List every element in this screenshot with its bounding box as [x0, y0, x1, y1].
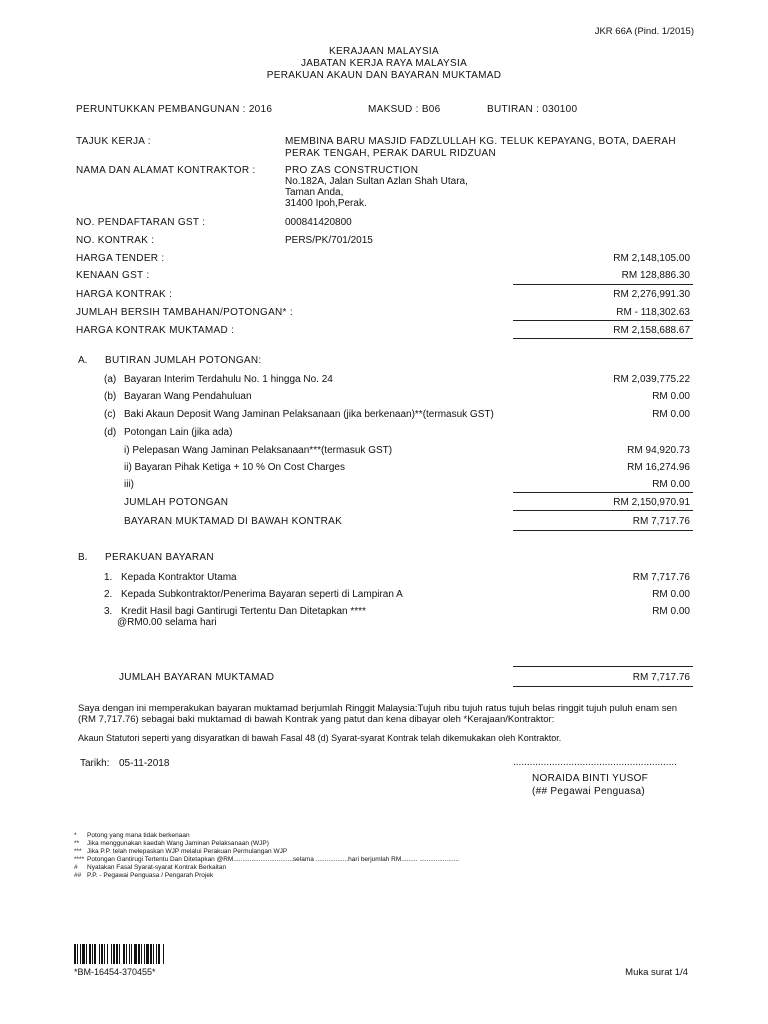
item-b-mark: (b)	[104, 391, 117, 402]
item-b-label: Bayaran Wang Pendahuluan	[124, 391, 252, 402]
b-item-2-mark: 2.	[104, 589, 113, 600]
barcode-bar	[99, 944, 100, 964]
header-line-2: JABATAN KERJA RAYA MALAYSIA	[300, 58, 468, 69]
signer-role: (## Pegawai Penguasa)	[532, 786, 646, 797]
barcode-bar	[116, 944, 118, 964]
footnote-text: P.P. - Pegawai Penguasa / Pengarah Projek	[87, 872, 214, 879]
barcode-bar	[107, 944, 108, 964]
barcode-bar	[94, 944, 96, 964]
kontrak-price-label: HARGA KONTRAK :	[76, 289, 173, 300]
footnote-text: Potong yang mana tidak berkenaan	[87, 832, 190, 839]
barcode-bar	[141, 944, 142, 964]
item-c-label: Baki Akaun Deposit Wang Jaminan Pelaksanaan (jika berkenaan)**(termasuk GST)	[124, 409, 494, 420]
item-a-mark: (a)	[104, 374, 117, 385]
divider	[513, 492, 693, 493]
certification-text: Saya dengan ini memperakukan bayaran muktamad berjumlah Ringgit Malaysia:Tujuh ribu tujuh ratus tujuh belas ringgit tujuh puluh enam sen (RM 7,717.76) sebagai baki muktamad di bawah Kontrak yang patut dan kena dibayar oleh *Kerajaan/Kontraktor:	[78, 703, 678, 725]
maksud: MAKSUD : B06	[368, 104, 441, 115]
bayaran-muktamad-label: BAYARAN MUKTAMAD DI BAWAH KONTRAK	[124, 516, 343, 527]
peruntukkan: PERUNTUKKAN PEMBANGUNAN : 2016	[76, 104, 273, 115]
kontraktor-name: PRO ZAS CONSTRUCTION	[285, 165, 419, 176]
bayaran-muktamad-value: RM 7,717.76	[632, 516, 690, 527]
barcode-bar	[163, 944, 164, 964]
barcode-bar	[138, 944, 140, 964]
item-d-label: Potongan Lain (jika ada)	[124, 427, 233, 438]
item-a-value: RM 2,039,775.22	[613, 374, 690, 385]
divider	[513, 284, 693, 285]
b-item-3-sub: @RM0.00 selama hari	[117, 617, 217, 628]
tender-value: RM 2,148,105.00	[613, 253, 690, 264]
muktamad-value: RM 2,158,688.67	[613, 325, 690, 336]
barcode-bar	[92, 944, 93, 964]
b-item-3-mark: 3.	[104, 606, 113, 617]
item-d1-label: i) Pelepasan Wang Jaminan Pelaksanaan***(termasuk GST)	[124, 445, 393, 456]
muktamad-label: HARGA KONTRAK MUKTAMAD :	[76, 325, 235, 336]
barcode-bar	[101, 944, 103, 964]
header-line-1: KERAJAAN MALAYSIA	[329, 46, 439, 57]
barcode-bar	[80, 944, 81, 964]
divider	[513, 530, 693, 531]
jumlah-potongan-value: RM 2,150,970.91	[613, 497, 690, 508]
butiran: BUTIRAN : 030100	[487, 104, 578, 115]
barcode-bar	[126, 944, 127, 964]
b-item-3-label: Kredit Hasil bagi Gantirugi Tertentu Dan Ditetapkan ****	[121, 606, 366, 617]
barcode-bar	[119, 944, 120, 964]
item-d-mark: (d)	[104, 427, 117, 438]
address-line-1: No.182A, Jalan Sultan Azlan Shah Utara,	[285, 176, 468, 187]
tambahan-value: RM - 118,302.63	[616, 307, 690, 318]
footnote-mark: *	[74, 832, 77, 839]
barcode-bar	[150, 944, 152, 964]
kontraktor-label: NAMA DAN ALAMAT KONTRAKTOR :	[76, 165, 256, 176]
divider	[513, 338, 693, 339]
barcode-bar	[146, 944, 149, 964]
item-c-mark: (c)	[104, 409, 116, 420]
b-item-1-mark: 1.	[104, 572, 113, 583]
address-line-3: 31400 Ipoh,Perak.	[285, 198, 367, 209]
barcode-text: *BM-16454-370455*	[74, 967, 156, 977]
section-b-letter: B.	[78, 552, 88, 563]
section-a-letter: A.	[78, 355, 88, 366]
gst-label: NO. PENDAFTARAN GST :	[76, 217, 206, 228]
footnote-mark: ***	[74, 848, 82, 855]
kontrak-value: PERS/PK/701/2015	[285, 235, 373, 246]
section-b-title: PERAKUAN BAYARAN	[105, 552, 214, 563]
b-item-2-label: Kepada Subkontraktor/Penerima Bayaran seperti di Lampiran A	[121, 589, 403, 600]
barcode-bar	[89, 944, 91, 964]
barcode-bar	[111, 944, 112, 964]
tajuk-label: TAJUK KERJA :	[76, 136, 151, 147]
divider	[513, 686, 693, 687]
header-line-3: PERAKUAN AKAUN DAN BAYARAN MUKTAMAD	[266, 70, 502, 81]
b-item-2-value: RM 0.00	[652, 589, 690, 600]
item-d2-value: RM 16,274.96	[627, 462, 690, 473]
signer-name: NORAIDA BINTI YUSOF	[532, 773, 649, 784]
divider	[513, 320, 693, 321]
date-value: 05-11-2018	[119, 758, 170, 769]
barcode-bar	[123, 944, 125, 964]
footnote-text: Jika P.P. telah melepaskan WJP melalui Perakuan Permulangan WJP	[87, 848, 288, 855]
footnote-mark: **	[74, 840, 80, 847]
footnote-mark: ****	[74, 856, 85, 863]
page-number: Muka surat 1/4	[625, 967, 688, 978]
footnote-mark: ##	[74, 872, 82, 879]
barcode-bar	[153, 944, 154, 964]
date-label: Tarikh:	[80, 758, 110, 769]
statutory-text: Akaun Statutori seperti yang disyaratkan di bawah Fasal 48 (d) Syarat-syarat Kontrak telah dikemukakan oleh Kontraktor.	[78, 733, 562, 743]
tender-label: HARGA TENDER :	[76, 253, 165, 264]
barcode-bar	[134, 944, 137, 964]
kontrak-price-value: RM 2,276,991.30	[613, 289, 690, 300]
barcode-bar	[82, 944, 85, 964]
barcode-bar	[86, 944, 87, 964]
item-d3-value: RM 0.00	[652, 479, 690, 490]
b-item-1-label: Kepada Kontraktor Utama	[121, 572, 237, 583]
jumlah-potongan-label: JUMLAH POTONGAN	[124, 497, 229, 508]
footnote-mark: #	[74, 864, 78, 871]
b-item-1-value: RM 7,717.76	[632, 572, 690, 583]
barcode-bar	[156, 944, 157, 964]
barcode-bar	[113, 944, 115, 964]
footnote-text: Nyatakan Fasal Syarat-syarat Kontrak Berkaitan	[87, 864, 227, 871]
barcode-bar	[158, 944, 160, 964]
item-a-label: Bayaran Interim Terdahulu No. 1 hingga No. 24	[124, 374, 333, 385]
gst-value: 000841420800	[285, 217, 352, 228]
barcode-bar	[74, 944, 76, 964]
item-c-value: RM 0.00	[652, 409, 690, 420]
tajuk-value-1: MEMBINA BARU MASJID FADZLULLAH KG. TELUK KEPAYANG, BOTA, DAERAH	[285, 136, 676, 147]
item-d1-value: RM 94,920.73	[627, 445, 690, 456]
address-line-2: Taman Anda,	[285, 187, 344, 198]
divider	[513, 510, 693, 511]
form-code: JKR 66A (Pind. 1/2015)	[594, 26, 694, 37]
barcode-image	[74, 944, 200, 964]
barcode-bar	[104, 944, 105, 964]
jumlah-bayaran-value: RM 7,717.76	[632, 672, 690, 683]
barcode-bar	[144, 944, 145, 964]
item-d3-label: iii)	[124, 479, 134, 490]
signature-line: ...........................................................	[513, 757, 677, 768]
jumlah-bayaran-label: JUMLAH BAYARAN MUKTAMAD	[119, 672, 275, 683]
tajuk-value-2: PERAK TENGAH, PERAK DARUL RIDZUAN	[285, 148, 497, 159]
barcode-bar	[77, 944, 78, 964]
item-d2-label: ii) Bayaran Pihak Ketiga + 10 % On Cost Charges	[124, 462, 345, 473]
gst-charge-value: RM 128,886.30	[621, 270, 690, 281]
barcode-bar	[131, 944, 132, 964]
item-b-value: RM 0.00	[652, 391, 690, 402]
section-a-title: BUTIRAN JUMLAH POTONGAN:	[105, 355, 262, 366]
footnote-text: Jika menggunakan kaedah Wang Jaminan Pelaksanaan (WJP)	[87, 840, 269, 847]
barcode-bar	[129, 944, 130, 964]
b-item-3-value: RM 0.00	[652, 606, 690, 617]
gst-charge-label: KENAAN GST :	[76, 270, 150, 281]
footnote-text: Potongan Gantirugi Tertentu Dan Ditetapkan @RM.................................selama ..................hari berjumlah RM......... ......................	[87, 856, 460, 863]
kontrak-label: NO. KONTRAK :	[76, 235, 155, 246]
tambahan-label: JUMLAH BERSIH TAMBAHAN/POTONGAN* :	[76, 307, 293, 318]
divider	[513, 666, 693, 667]
